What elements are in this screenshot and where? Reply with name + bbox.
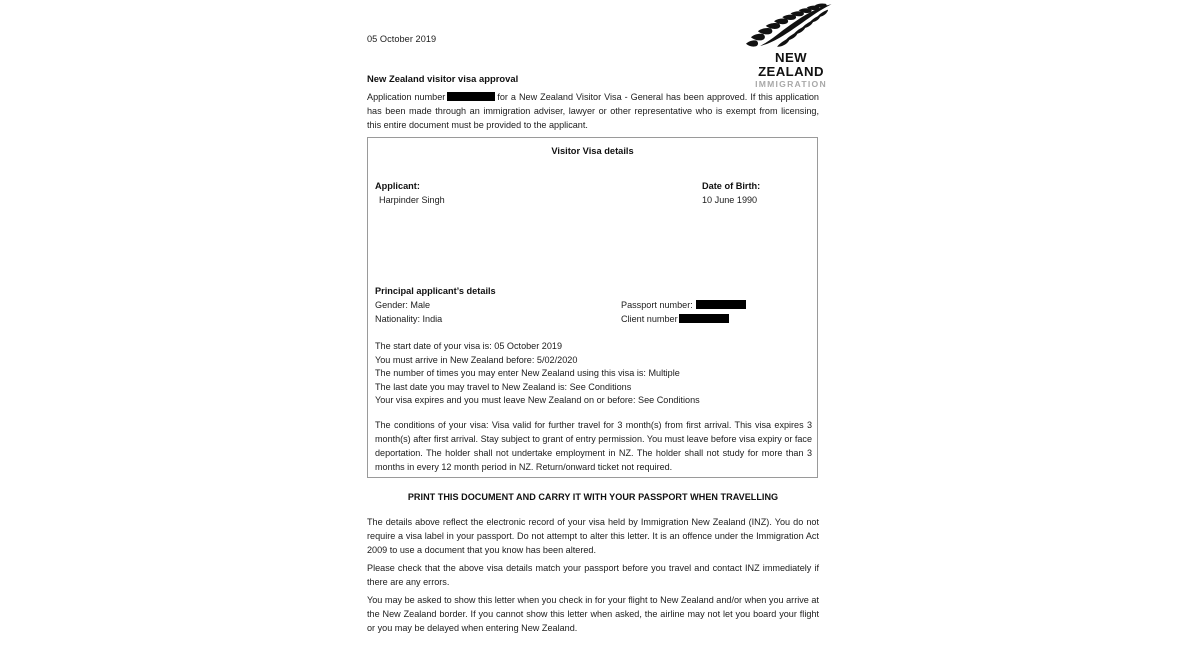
intro-text-before: Application number: [367, 92, 446, 102]
dob-column: [702, 180, 760, 207]
intro-paragraph: [367, 90, 819, 132]
redacted-passport-number: [696, 300, 746, 309]
date-of-birth-value: 10 June 1990: [702, 194, 758, 205]
principal-left-column: [375, 298, 442, 327]
redacted-application-number: [447, 92, 495, 101]
visa-date-line: You must arrive in New Zealand before: 5/02/2020: [375, 354, 578, 365]
principal-applicant-section: [375, 284, 812, 328]
date-of-birth-label: Date of Birth:: [702, 181, 761, 191]
page-cut-off-line: [367, 640, 819, 645]
applicant-column: [375, 180, 445, 207]
letter-date: 05 October 2019: [367, 34, 437, 44]
immigration-nz-logo: [745, 2, 837, 89]
redacted-client-number: [679, 314, 729, 323]
print-notice: PRINT THIS DOCUMENT AND CARRY IT WITH YOUR PASSPORT WHEN TRAVELLING: [407, 492, 779, 502]
visa-details-title: Visitor Visa details: [551, 146, 634, 156]
visa-date-line: The start date of your visa is: 05 October 2019: [375, 341, 563, 351]
applicant-name-value: Harpinder Singh: [379, 194, 445, 205]
footer-paragraph-3: You may be asked to show this letter when you check in for your flight to New Zealand and/or when you arrive at the New Zealand border. If you cannot show this letter when asked, the airline may not let you board your flight or you may be delayed when entering New Zealand.: [367, 595, 819, 634]
visa-dates-list: [375, 340, 812, 408]
visa-details-box: [367, 137, 818, 478]
logo-country-text: NEW ZEALAND: [758, 50, 824, 79]
silver-fern-icon: [745, 2, 837, 50]
passport-number-row: [621, 298, 746, 312]
intro-text-after: for a New Zealand Visitor Visa - General has been approved. If this application has been made through an immigration adviser, lawyer or other representative who is exempt from licensing, this entire document must be provided to the applicant.: [367, 92, 819, 131]
visa-date-line: The last date you may travel to New Zealand is: See Conditions: [375, 381, 632, 392]
principal-right-column: [621, 298, 746, 327]
nationality-line: Nationality: India: [375, 314, 443, 325]
footer-paragraph-1: The details above reflect the electronic record of your visa held by Immigration New Zealand (INZ). You do not require a visa label in your passport. Do not attempt to alter this letter. It is an offence under the Immigration Act 2009 to use a document that you know has been altered.: [367, 517, 819, 556]
applicant-label: Applicant:: [375, 181, 420, 191]
visa-date-line: Your visa expires and you must leave New Zealand on or before: See Conditions: [375, 395, 700, 406]
logo-department-text: IMMIGRATION: [755, 78, 827, 89]
visa-conditions-paragraph: The conditions of your visa: Visa valid for further travel for 3 month(s) from first arrival. This visa expires 3 month(s) after first arrival. Stay subject to grant of entry permission. You must leave before visa expiry or face deportation. The holder shall not undertake employment in NZ. The holder shall not study for more than 3 months in every 12 month period in NZ. Return/onward ticket not required.: [375, 420, 812, 473]
principal-details-grid: [375, 298, 812, 328]
client-number-label: Client number: [621, 314, 678, 325]
principal-applicant-heading: Principal applicant’s details: [375, 286, 496, 296]
gender-line: Gender: Male: [375, 300, 431, 310]
document-title: New Zealand visitor visa approval: [367, 73, 519, 84]
footer-paragraph-2: Please check that the above visa details match your passport before you travel and contact INZ immediately if there are any errors.: [367, 563, 819, 588]
passport-number-label: Passport number:: [621, 300, 693, 310]
client-number-row: [621, 312, 746, 326]
visa-date-line: The number of times you may enter New Zealand using this visa is: Multiple: [375, 368, 680, 379]
